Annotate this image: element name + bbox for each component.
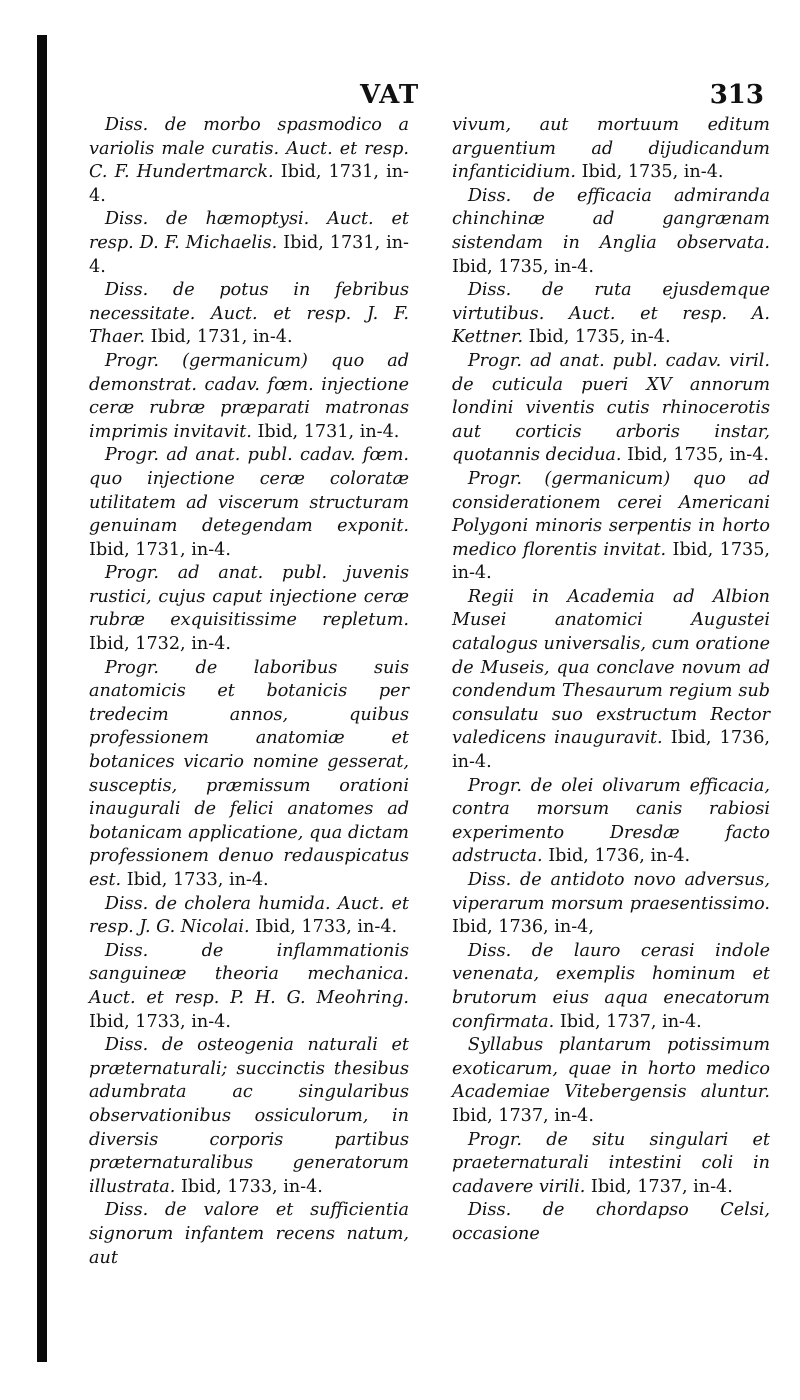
bibliography-entry: Diss. de lauro cerasi indole venenata, exemplis hominum et brutorum eius aqua enecatorum confirmata. Ibid, 1737, in-4. (452, 940, 770, 1032)
bibliography-entry: Progr. de olei olivarum efficacia, contra morsum canis rabiosi experimento Dresdæ facto adstructa. Ibid, 1736, in-4. (452, 775, 770, 867)
bibliography-entry: Diss. de osteogenia naturali et præternaturali; succinctis thesibus adumbrata ac singularibus observationibus ossiculorum, in diversis corporis partibus præternaturalibus generatorum illustrata. Ibid, 1733, in-4. (89, 1035, 409, 1197)
bibliography-entry: Diss. de antidoto novo adversus, viperarum morsum praesentissimo. Ibid, 1736, in-4, (452, 870, 770, 938)
bibliography-entry: Diss. de cholera humida. Auct. et resp. J. G. Nicolai. Ibid, 1733, in-4. (89, 893, 409, 938)
bibliography-entry: Progr. ad anat. publ. cadav. viril. de cuticula pueri XV annorum londini viventis cutis rhinocerotis aut corticis arboris instar, quotannis decidua. Ibid, 1735, in-4. (452, 350, 770, 466)
book-spine-shadow (37, 35, 47, 1362)
bibliography-entry: Regii in Academia ad Albion Musei anatomici Augustei catalogus universalis, cum oratione de Museis, qua conclave novum ad condendum Thesaurum regium sub consulatu suo exstructum Rector valedicens inauguravit. Ibid, 1736, in-4. (452, 586, 771, 773)
bibliography-entry: Progr. de laboribus suis anatomicis et botanicis per tredecim annos, quibus professionem anatomiæ et botanices vicario nomine gesserat, susceptis, præmissum orationi inaugurali de felici anatomes ad botanicam applicatione, qua dictam professionem denuo redauspicatus est. Ibid, 1733, in-4. (89, 657, 409, 890)
running-head: VAT (360, 80, 420, 110)
bibliography-entry: Progr. de situ singulari et praeternaturali intestini coli in cadavere virili. Ibid, 1737, in-4. (452, 1129, 770, 1197)
page-number: 313 (709, 80, 764, 110)
bibliography-entry: Diss. de potus in febribus necessitate. Auct. et resp. J. F. Thaer. Ibid, 1731, in-4. (89, 280, 409, 348)
bibliography-entry: Progr. ad anat. publ. cadav. fœm. quo injectione ceræ coloratæ utilitatem ad viscerum structuram genuinam detegendam exponit. Ibid, 1731, in-4. (89, 445, 409, 560)
bibliography-entry: Diss. de inflammationis sanguineæ theoria mechanica. Auct. et resp. P. H. G. Meohring. Ibid, 1733, in-4. (89, 940, 409, 1032)
bibliography-entry-continued: vivum, aut mortuum editum arguentium ad dijudicandum infanticidium. Ibid, 1735, in-4. (452, 115, 770, 183)
bibliography-entry: Diss. de morbo spasmodico a variolis male curatis. Auct. et resp. C. F. Hundertmarck. Ibid, 1731, in-4. (89, 115, 409, 206)
bibliography-entry: Diss. de chordapso Celsi, occasione (452, 1200, 770, 1244)
right-column (452, 114, 770, 1247)
bibliography-entry: Syllabus plantarum potissimum exoticarum, quae in horto medico Academiae Vitebergensis aluntur. Ibid, 1737, in-4. (452, 1035, 770, 1126)
bibliography-entry: Progr. ad anat. publ. juvenis rustici, cujus caput injectione ceræ rubræ exquisitissime repletum. Ibid, 1732, in-4. (89, 563, 409, 655)
bibliography-entry: Progr. (germanicum) quo ad demonstrat. cadav. fœm. injectione ceræ rubræ præparati matronas imprimis invitavit. Ibid, 1731, in-4. (89, 350, 409, 442)
bibliography-entry: Diss. de hæmoptysi. Auct. et resp. D. F. Michaelis. Ibid, 1731, in-4. (89, 209, 409, 277)
page-header (0, 80, 800, 114)
bibliography-entry: Progr. (germanicum) quo ad considerationem cerei Americani Polygoni minoris serpentis in horto medico florentis invitat. Ibid, 1735, in-4. (452, 468, 770, 584)
left-column (89, 114, 409, 1270)
bibliography-entry: Diss. de valore et sufficientia signorum infantem recens natum, aut (89, 1200, 409, 1268)
bibliography-entry: Diss. de efficacia admiranda chinchinæ ad gangrænam sistendam in Anglia observata. Ibid, 1735, in-4. (452, 185, 770, 277)
bibliography-entry: Diss. de ruta ejusdemque virtutibus. Auct. et resp. A. Kettner. Ibid, 1735, in-4. (452, 280, 770, 348)
